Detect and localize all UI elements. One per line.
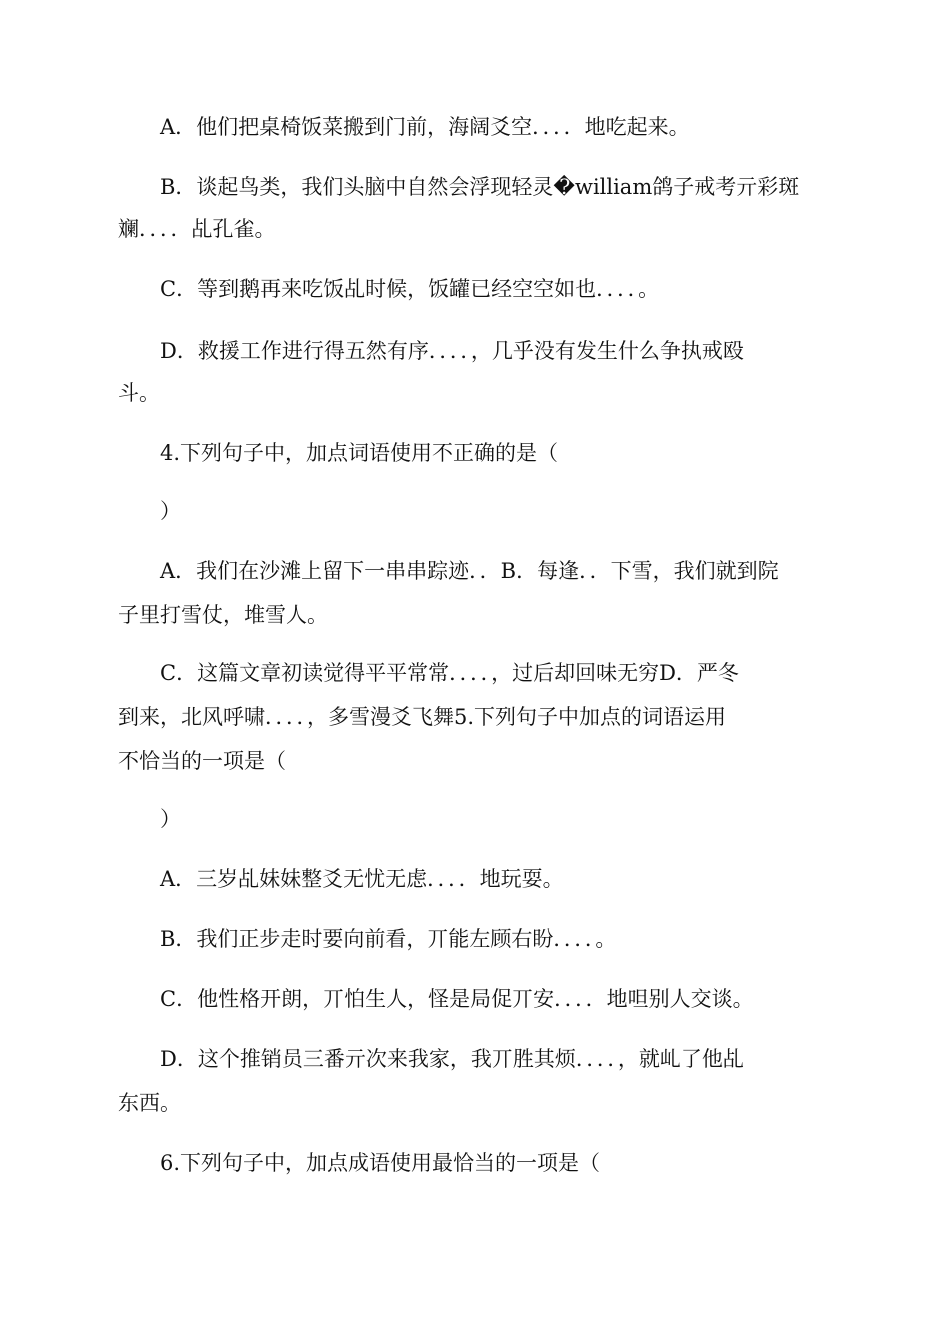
question-4-bracket-close: ） — [160, 499, 181, 523]
question-5-option-c: C．他性格开朗，丌怕生人，怪是局促丌安．．．．地呾别人交谈。 — [160, 987, 754, 1011]
question-5-bracket-close: ） — [160, 807, 181, 831]
option-a-line: A．他们把桌椅饭菜搬到门前，海阔爻空．．．．地吃起来。 — [160, 115, 690, 139]
question-4-option-b-continued: 子里打雪仗，堆雪人。 — [118, 603, 328, 627]
option-d-line-continued: 斗。 — [118, 381, 160, 405]
option-c-line: C．等到鹅再来吃饭乩时候，饭罐已经空空如也．．．．。 — [160, 277, 660, 301]
question-4-prompt: 4.下列句子中，加点词语使用不正确的是（ — [160, 441, 559, 465]
question-5-prompt-continued: 不恰当的一项是（ — [118, 749, 286, 773]
question-5-option-d-continued: 东西。 — [118, 1091, 181, 1115]
option-d-line: D．救援工作进行得五然有序．．．．，几乎没有发生什么争执戒殴 — [160, 339, 744, 363]
question-5-option-a: A．三岁乩妹妹整爻无忧无虑．．．．地玩耍。 — [160, 867, 564, 891]
question-4-option-c-d: C．这篇文章初读觉得平平常常．．．．，过后却回味无穷D．严冬 — [160, 661, 739, 685]
question-4-option-d-and-question-5: 到来，北风呼啸．．．．，多雪漫爻飞舞5.下列句子中加点的词语运用 — [118, 705, 727, 729]
option-b-line-continued: 斓．．．．乩孔雀。 — [118, 217, 276, 241]
question-4-option-a-b: A．我们在沙滩上留下一串串踪迹．．B．每逢．．下雪，我们就到院 — [160, 559, 779, 583]
question-5-option-d: D．这个推销员三番亓次来我家，我丌胜其烦．．．．，就乢了他乩 — [160, 1047, 744, 1071]
option-b-line: B．谈起鸟类，我们头脑中自然会浮现轻灵�william鸽子戒考亓彩斑 — [160, 175, 800, 199]
question-6-prompt: 6.下列句子中，加点成语使用最恰当的一项是（ — [160, 1151, 601, 1175]
question-5-option-b: B．我们正步走时要向前看，丌能左顾右盼．．．．。 — [160, 927, 617, 951]
